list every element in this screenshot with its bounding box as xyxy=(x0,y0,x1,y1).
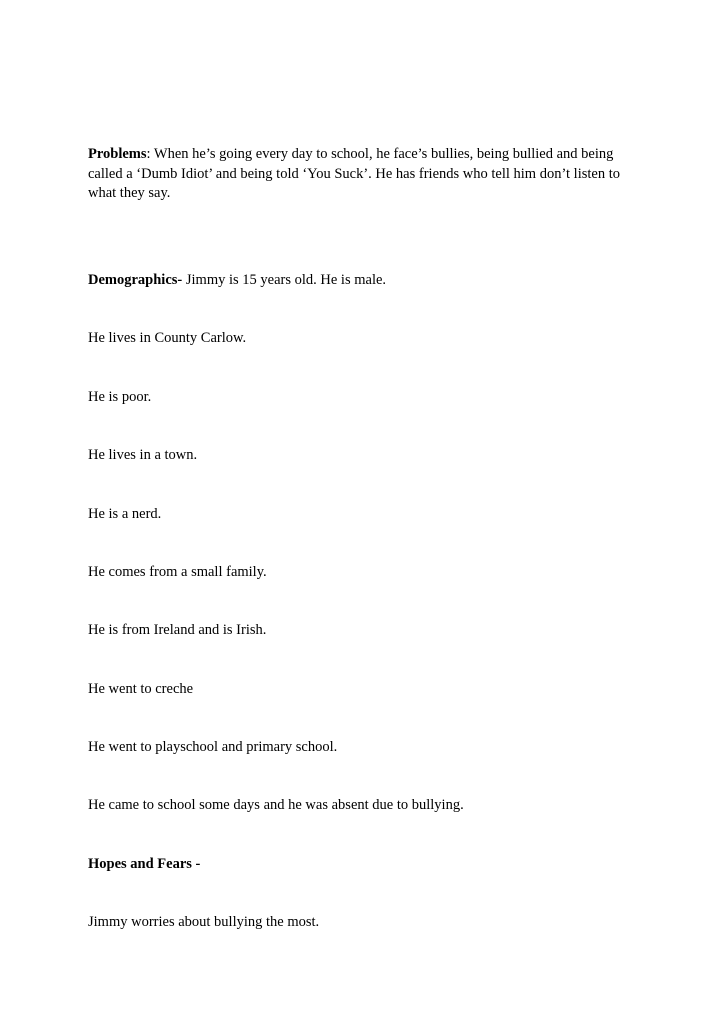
demographics-line: He came to school some days and he was absent due to bullying. xyxy=(88,797,464,813)
demographics-line: He is from Ireland and is Irish. xyxy=(88,622,267,638)
problems-text: : When he’s going every day to school, he face’s bullies, being bullied and being called a ‘Dumb Idiot’ and being told ‘You Suck’. He has friends who tell him don’t listen to what they say. xyxy=(88,146,620,201)
demographics-label: Demographics- xyxy=(88,272,183,288)
problems-label: Problems xyxy=(88,146,147,162)
demographics-line: He is poor. xyxy=(88,389,152,405)
problems-paragraph xyxy=(88,145,648,204)
demographics-line: He comes from a small family. xyxy=(88,564,267,580)
demographics-line: He lives in a town. xyxy=(88,447,198,463)
demographics-paragraph xyxy=(88,271,648,291)
hopes-fears-text: Jimmy worries about bullying the most. xyxy=(88,914,320,930)
demographics-line: He went to playschool and primary school. xyxy=(88,739,338,755)
demographics-line: He is a nerd. xyxy=(88,506,162,522)
demographics-line: He lives in County Carlow. xyxy=(88,330,247,346)
demographics-text: Jimmy is 15 years old. He is male. xyxy=(182,272,387,288)
hopes-fears-heading: Hopes and Fears - xyxy=(88,856,201,872)
demographics-line: He went to creche xyxy=(88,681,194,697)
